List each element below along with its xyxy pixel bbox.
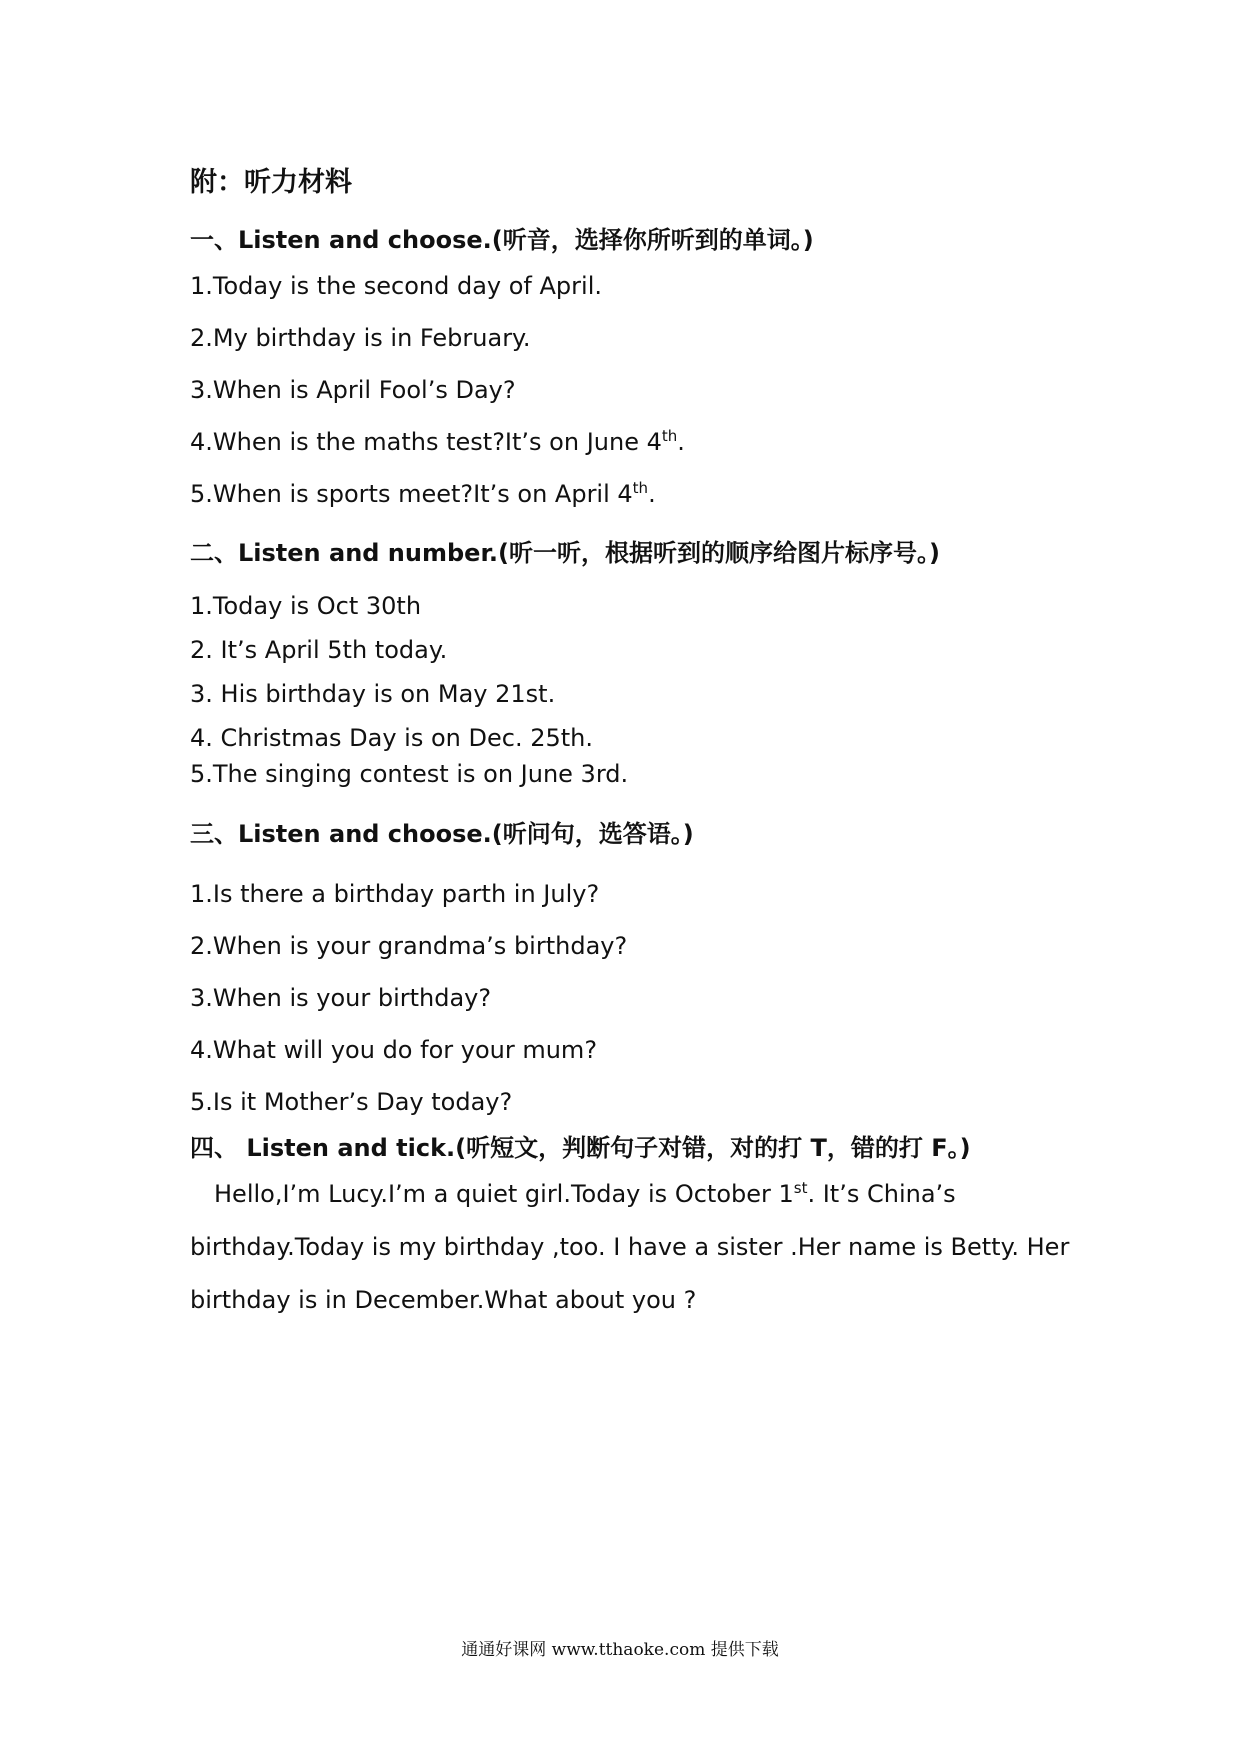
section1-item-5: 5.When is sports meet?It’s on April 4th. [190,479,656,508]
section1-item-2: 2.My birthday is in February. [190,324,531,352]
section3-item-2: 2.When is your grandma’s birthday? [190,932,628,960]
section3-item-5: 5.Is it Mother’s Day today? [190,1088,513,1116]
section3-item-4: 4.What will you do for your mum? [190,1036,598,1064]
page-title: 附：听力材料 [190,167,352,198]
section2-item-5: 5.The singing contest is on June 3rd. [190,760,629,788]
section1-heading: 一、Listen and choose.(听音，选择你所听到的单词。) [190,226,814,254]
section3-heading: 三、Listen and choose.(听问句，选答语。) [190,820,694,848]
section3-item-3: 3.When is your birthday? [190,984,492,1012]
section1-item-3: 3.When is April Fool’s Day? [190,376,516,404]
section2-item-1: 1.Today is Oct 30th [190,592,422,620]
section3-item-1: 1.Is there a birthday parth in July? [190,880,600,908]
section1-item-1: 1.Today is the second day of April. [190,272,602,300]
page-footer: 通通好课网 www.tthaoke.com 提供下载 [461,1640,779,1660]
section2-item-2: 2. It’s April 5th today. [190,636,448,664]
section1-item-4: 4.When is the maths test?It’s on June 4th. [190,427,685,456]
section2-heading: 二、Listen and number.(听一听，根据听到的顺序给图片标序号。) [190,539,940,567]
section2-item-3: 3. His birthday is on May 21st. [190,680,556,708]
section4-heading: 四、 Listen and tick.(听短文，判断句子对错，对的打 T，错的打 F。) [190,1134,971,1162]
section2-item-4: 4. Christmas Day is on Dec. 25th. [190,724,593,752]
section4-passage: Hello,I’m Lucy.I’m a quiet girl.Today is October 1st. It’s China’s birthday.Today is my birthday ,too. I have a sister .Her name is Betty. Her birthday is in December.What about you ? [190,1179,1070,1314]
